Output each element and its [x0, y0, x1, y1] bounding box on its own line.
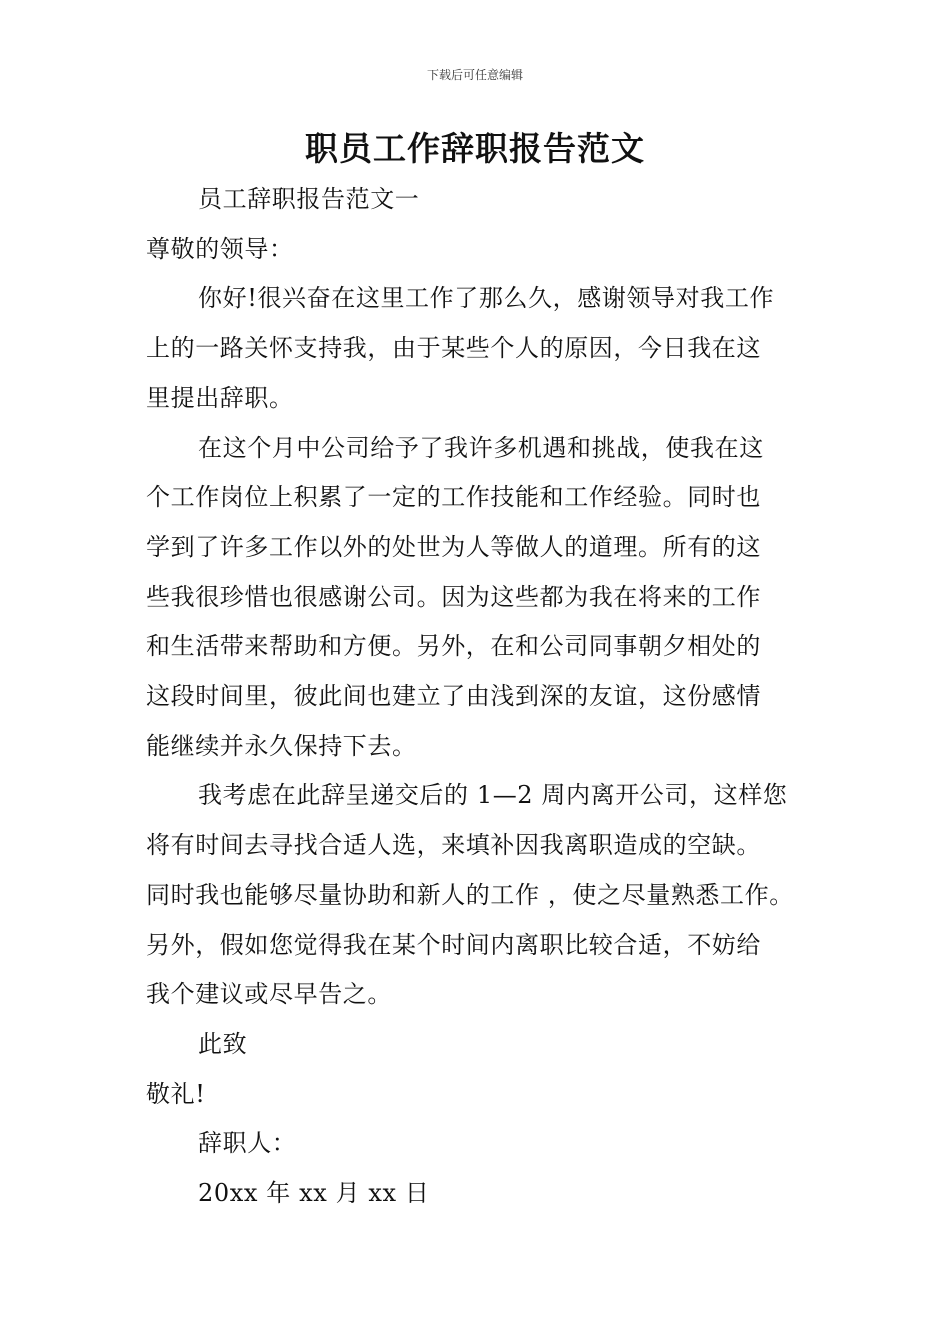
paragraph-1	[146, 274, 836, 423]
paragraph-line: 我个建议或尽早告之。	[146, 980, 392, 1009]
paragraph-line: 我考虑在此辞呈递交后的 1—2 周内离开公司，这样您	[198, 781, 788, 810]
paragraph-line: 能继续并永久保持下去。	[146, 731, 417, 760]
paragraph-line: 些我很珍惜也很感谢公司。因为这些都为我在将来的工作	[146, 582, 761, 611]
closing-ci-zhi: 此致	[198, 1029, 248, 1058]
salutation: 尊敬的领导：	[146, 234, 294, 263]
signature-label: 辞职人：	[198, 1129, 297, 1158]
paragraph-line: 学到了许多工作以外的处世为人等做人的道理。所有的这	[146, 532, 761, 561]
paragraph-line: 你好!很兴奋在这里工作了那么久，感谢领导对我工作	[198, 284, 775, 313]
paragraph-3	[146, 771, 836, 1020]
paragraph-line: 里提出辞职。	[146, 383, 294, 412]
document-body	[146, 175, 836, 1219]
paragraph-line: 另外，假如您觉得我在某个时间内离职比较合适，不妨给	[146, 930, 761, 959]
paragraph-line: 和生活带来帮助和方便。另外，在和公司同事朝夕相处的	[146, 632, 761, 661]
closing-jing-li: 敬礼!	[146, 1079, 206, 1108]
paragraph-line: 同时我也能够尽量协助和新人的工作 ，使之尽量熟悉工作。	[146, 880, 794, 909]
paragraph-line: 在这个月中公司给予了我许多机遇和挑战，使我在这	[198, 433, 764, 462]
paragraph-line: 上的一路关怀支持我，由于某些个人的原因，今日我在这	[146, 334, 761, 363]
document-title: 职员工作辞职报告范文	[305, 129, 645, 168]
paragraph-line: 这段时间里，彼此间也建立了由浅到深的友谊，这份感情	[146, 682, 761, 711]
header-note: 下载后可任意编辑	[426, 68, 523, 82]
subtitle: 员工辞职报告范文一	[198, 185, 420, 213]
paragraph-line: 个工作岗位上积累了一定的工作技能和工作经验。同时也	[146, 483, 761, 512]
paragraph-2	[146, 424, 836, 772]
date-line: 20xx 年 xx 月 xx 日	[198, 1179, 430, 1208]
paragraph-line: 将有时间去寻找合适人选，来填补因我离职造成的空缺。	[146, 831, 761, 860]
